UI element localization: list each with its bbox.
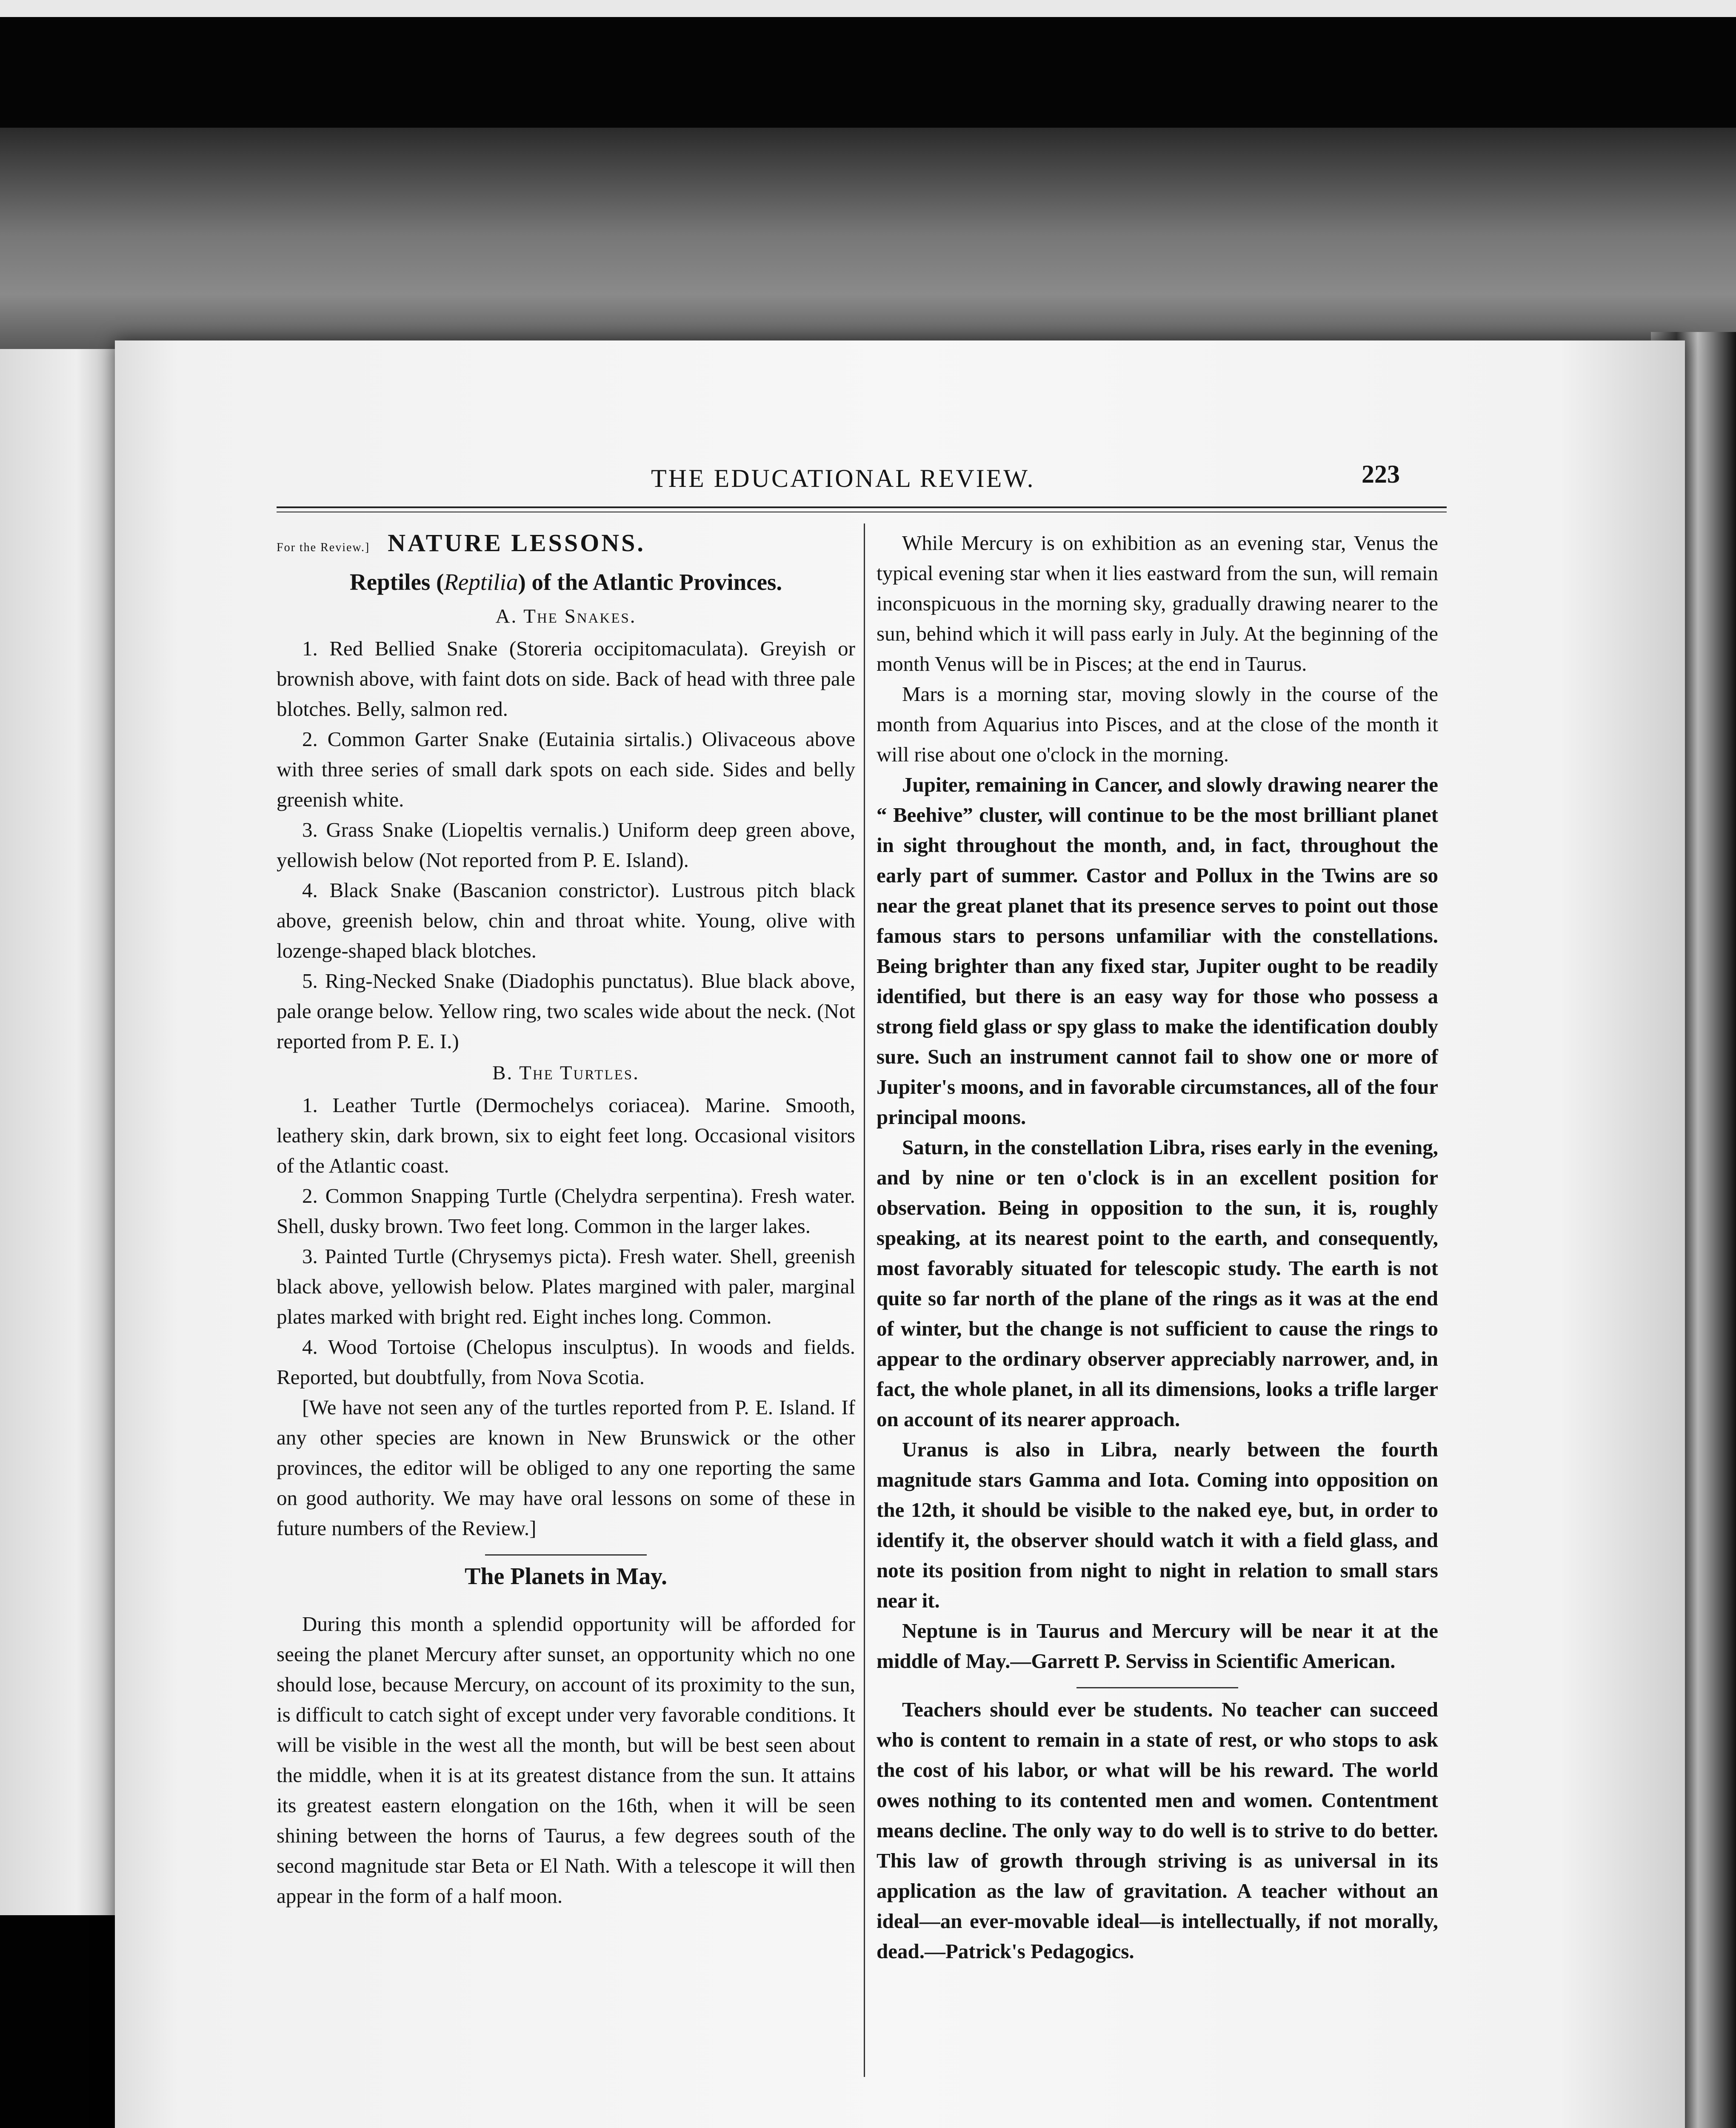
scan-left-dark (0, 1915, 128, 2128)
turtle-entry: 2. Common Snapping Turtle (Chelydra serpentina). Fresh water. Shell, dusky brown. Two feet long. Common in the larger lakes. (277, 1184, 855, 1238)
book-shadow (0, 128, 1736, 366)
snake-entry: 5. Ring-Necked Snake (Diadophis punctatus). Blue black above, pale orange below. Yellow ring, two scales wide about the neck. (Not reported from P. E. I.) (277, 969, 855, 1053)
head-rule-top (277, 506, 1447, 508)
reptiles-subtitle (277, 567, 855, 597)
planets-paragraph: Mars is a morning star, moving slowly in the course of the month from Aquarius into Pisces, and at the close of the month it will rise about one o'clock in the morning. (877, 682, 1438, 766)
teachers-note: Teachers should ever be students. No teacher can succeed who is content to remain in a state of rest, or who stops to ask the cost of his labor, or what will be his reward. The world owes nothing to its contented men and women. Contentment means decline. The only way to do well is to strive to do better. This law of growth through striving is as universal in its application as the law of gravitation. A teacher without an ideal—an ever-movable ideal—is intellectually, if not morally, dead.—Patrick's Pedagogics. (877, 1698, 1438, 1963)
snake-entry: 2. Common Garter Snake (Eutainia sirtalis.) Olivaceous above with three series of small dark spots on each side. Sides and belly greenish white. (277, 727, 855, 811)
editor-note: [We have not seen any of the turtles reported from P. E. Island. If any other species are known in New Brunswick or the other provinces, the editor will be obliged to any one reporting the same on good authority. We may have oral lessons on some of these in future numbers of the Review.] (277, 1396, 855, 1540)
scan-dark-border (0, 17, 1736, 145)
page-number: 223 (1362, 460, 1400, 488)
nature-lessons-title: NATURE LESSONS. (388, 529, 645, 557)
scan-top-strip (0, 0, 1736, 17)
section-turtles: B. The Turtles. (492, 1062, 640, 1084)
section-divider (1076, 1687, 1238, 1688)
section-divider (485, 1554, 647, 1556)
turtle-entry: 3. Painted Turtle (Chrysemys picta). Fresh water. Shell, greenish black above, yellowish below. Plates margined with paler, marginal plates marked with bright red. Eight inches long. Common. (277, 1244, 855, 1328)
facing-page-edge (0, 349, 128, 1924)
left-column (277, 528, 855, 1911)
planets-paragraph: While Mercury is on exhibition as an evening star, Venus the typical evening star when it lies eastward from the sun, will remain inconspicuous in the morning sky, gradually drawing nearer to the sun, behind which it will pass early in July. At the beginning of the month Venus will be in Pisces; at the end in Taurus. (877, 531, 1438, 675)
teachers-note-block (877, 1694, 1438, 1966)
nature-lessons-header (277, 528, 855, 563)
subtitle-part: ) of the Atlantic Provinces. (518, 569, 782, 595)
planets-paragraph: Uranus is also in Libra, nearly between the fourth magnitude stars Gamma and Iota. Coming into opposition on the 12th, it should be visible to the naked eye, but, in order to identify it, the observer should watch it with a field glass, and note its position from night to night in relation to small stars near it. (877, 1438, 1438, 1612)
snake-entry: 4. Black Snake (Bascanion constrictor). Lustrous pitch black above, greenish below, chin and throat white. Young, olive with lozenge-shaped black blotches. (277, 878, 855, 962)
planets-paragraph: Jupiter, remaining in Cancer, and slowly drawing nearer the “ Beehive” cluster, will continue to be the most brilliant planet in sight throughout the month, and, in fact, throughout the early part of summer. Castor and Pollux in the Twins are so near the great planet that its presence serves to point out those famous stars to persons unfamiliar with the constellations. Being brighter than any fixed star, Jupiter ought to be readily identified, but there is an easy way for those who possess a strong field glass or spy glass to make the identification doubly sure. Such an instrument cannot fail to show one or more of Jupiter's moons, and in favorable circumstances, all of the four principal moons. (877, 773, 1438, 1129)
subtitle-part: Reptiles ( (349, 569, 444, 595)
right-column (877, 528, 1438, 1966)
snake-entry: 1. Red Bellied Snake (Storeria occipitomaculata). Greyish or brownish above, with faint dots on side. Back of head with three pale blotches. Belly, salmon red. (277, 637, 855, 721)
turtle-entry: 4. Wood Tortoise (Chelopus insculptus). In woods and fields. Reported, but doubtfully, from Nova Scotia. (277, 1335, 855, 1389)
planets-paragraph: Saturn, in the constellation Libra, rises early in the evening, and by nine or ten o'clock is in an excellent position for observation. Being in opposition to the sun, it is, roughly speaking, at its nearest point to the earth, and consequently, most favorably situated for telescopic study. The earth is not quite so far north of the plane of the rings as it was at the end of winter, but the change is not sufficient to cause the rings to appear to the ordinary observer appreciably narrower, and, in fact, the whole planet, in all its dimensions, looks a trifle larger on account of its nearer approach. (877, 1136, 1438, 1431)
planets-title: The Planets in May. (464, 1563, 668, 1590)
column-divider (864, 523, 865, 2077)
turtle-entry: 1. Leather Turtle (Dermochelys coriacea). Marine. Smooth, leathery skin, dark brown, six to eight feet long. Occasional visitors of the Atlantic coast. (277, 1093, 855, 1177)
section-snakes: A. The Snakes. (495, 605, 637, 627)
subtitle-latin: Reptilia (444, 569, 518, 595)
planets-paragraph: Neptune is in Taurus and Mercury will be near it at the middle of May.—Garrett P. Serviss in Scientific American. (877, 1619, 1438, 1673)
running-head (511, 460, 1447, 498)
planets-paragraph: During this month a splendid opportunity will be afforded for seeing the planet Mercury after sunset, an opportunity which no one should lose, because Mercury, on account of its proximity to the sun, is difficult to catch sight of except under very favorable conditions. It will be visible in the west all the month, but will be best seen about the middle, when it is at its greatest distance from the sun. It attains its greatest eastern elongation on the 16th, when it will be seen shining between the horns of Taurus, a few degrees south of the second magnitude star Beta or El Nath. With a telescope it will then appear in the form of a half moon. (277, 1612, 855, 1908)
journal-title: THE EDUCATIONAL REVIEW. (651, 464, 1035, 492)
snake-entry: 3. Grass Snake (Liopeltis vernalis.) Uniform deep green above, yellowish below (Not reported from P. E. Island). (277, 818, 855, 872)
credit-line: For the Review.] (277, 541, 370, 554)
